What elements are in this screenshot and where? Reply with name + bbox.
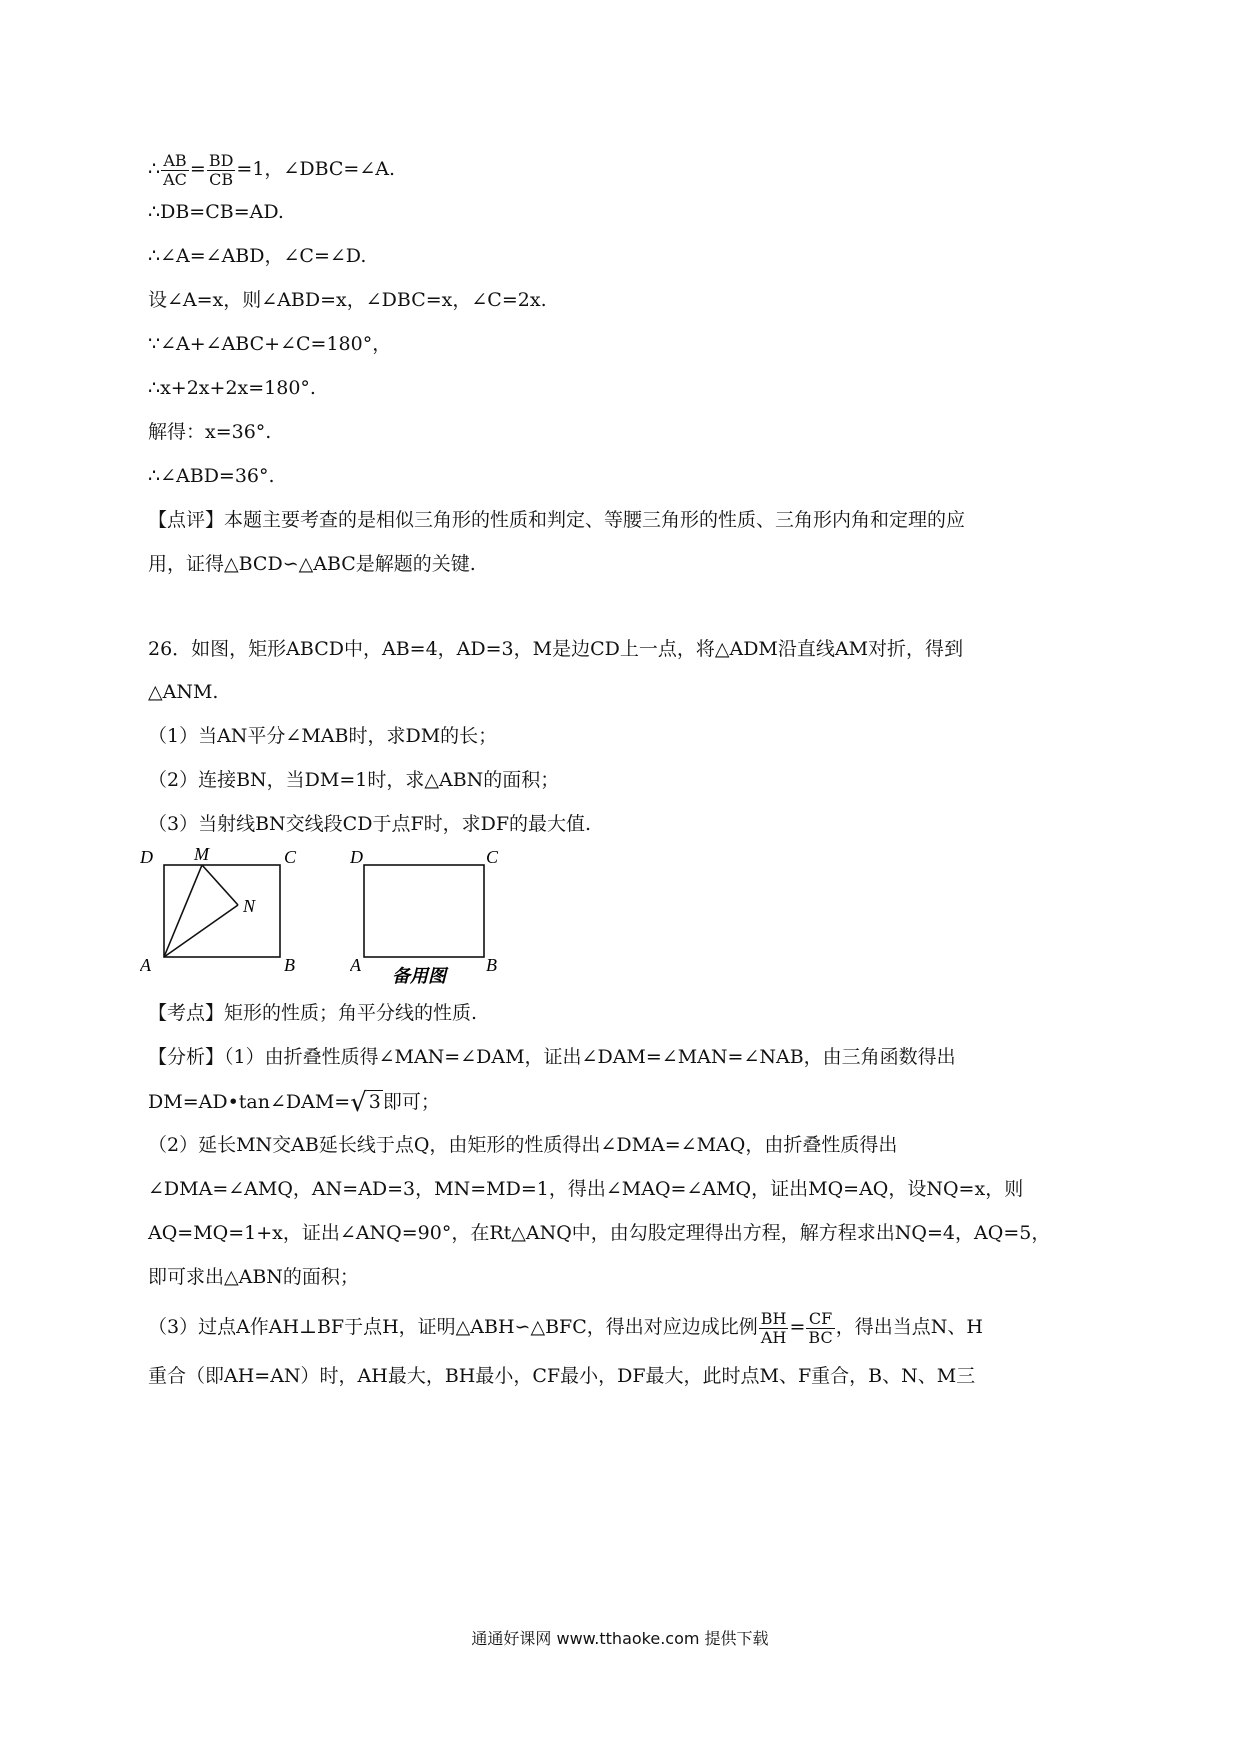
radicand: 3 [368, 1091, 381, 1113]
label-b: B [284, 955, 295, 975]
equals-sign: = [789, 1316, 806, 1339]
solution-line-4: 设∠A=x，则∠ABD=x，∠DBC=x，∠C=2x. [148, 289, 547, 311]
question-26-part-2: （2）连接BN，当DM=1时，求△ABN的面积； [148, 769, 560, 791]
analysis-line-1: 【分析】（1）由折叠性质得∠MAN=∠DAM，证出∠DAM=∠MAN=∠NAB，由三角函数得出 [148, 1046, 956, 1068]
analysis-line-3: （2）延长MN交AB延长线于点Q，由矩形的性质得出∠DMA=∠MAQ，由折叠性质得出 [148, 1134, 898, 1156]
solution-line-2: ∴DB=CB=AD. [148, 201, 284, 223]
analysis-line-6: 即可求出△ABN的面积； [148, 1266, 359, 1288]
rectangle-abcd-spare [364, 865, 484, 957]
label-d: D [140, 847, 153, 867]
solution-line-8: ∴∠ABD=36°. [148, 465, 275, 487]
comment-line-1: 【点评】本题主要考查的是相似三角形的性质和判定、等腰三角形的性质、三角形内角和定理的应 [148, 509, 966, 531]
label-m: M [194, 845, 209, 864]
segment-mn [202, 865, 238, 905]
solution-line-ratio [148, 152, 395, 188]
fraction-bd-cb [207, 152, 236, 188]
fraction-denominator: AH [760, 1327, 787, 1347]
label-c: C [486, 847, 499, 867]
comment-line-2: 用，证得△BCD∽△ABC是解题的关键. [148, 553, 476, 575]
fraction-numerator: CF [806, 1310, 834, 1329]
fraction-denominator: CB [209, 169, 234, 189]
analysis-line-2 [148, 1090, 440, 1116]
fraction-numerator: BD [208, 151, 234, 170]
fraction-denominator: AC [163, 169, 187, 189]
ratio-conclusion: =1，∠DBC=∠A. [236, 158, 396, 181]
figure-2-svg [350, 845, 550, 995]
fraction-denominator: BC [808, 1327, 833, 1347]
analysis-line-7-suffix: ，得出当点N、H [835, 1316, 983, 1339]
figure-1-svg [140, 845, 340, 995]
fraction-numerator: AB [161, 152, 189, 171]
tan-expression: DM=AD•tan∠DAM= [148, 1091, 351, 1113]
question-26-line-2: △ANM. [148, 681, 219, 703]
solution-line-5: ∵∠A+∠ABC+∠C=180°， [148, 333, 392, 355]
question-26-line-1: 26．如图，矩形ABCD中，AB=4，AD=3，M是边CD上一点，将△ADM沿直线AM对折，得到 [148, 638, 964, 660]
analysis-line-7-prefix: （3）过点A作AH⊥BF于点H，证明△ABH∽△BFC，得出对应边成比例 [148, 1316, 758, 1339]
fraction-ab-ac [161, 152, 189, 188]
sqrt-3 [350, 1090, 383, 1116]
solution-line-6: ∴x+2x+2x=180°. [148, 377, 316, 399]
analysis-line-2-suffix: 即可； [382, 1091, 440, 1113]
analysis-line-8: 重合（即AH=AN）时，AH最大，BH最小，CF最小，DF最大，此时点M、F重合，B、N、M三 [148, 1365, 976, 1387]
knowledge-point: 【考点】矩形的性质；角平分线的性质. [148, 1002, 478, 1024]
equals-sign: = [189, 158, 206, 181]
question-26-part-1: （1）当AN平分∠MAB时，求DM的长； [148, 725, 498, 747]
figure-spare-rectangle [350, 845, 550, 995]
therefore-symbol: ∴ [148, 158, 161, 181]
label-b: B [486, 955, 497, 975]
solution-line-7: 解得：x=36°. [148, 421, 272, 443]
question-26-part-3: （3）当射线BN交线段CD于点F时，求DF的最大值. [148, 813, 592, 835]
analysis-line-4: ∠DMA=∠AMQ，AN=AD=3，MN=MD=1，得出∠MAQ=∠AMQ，证出MQ=AQ，设NQ=x，则 [148, 1178, 1024, 1200]
label-a: A [140, 955, 151, 975]
label-d: D [350, 847, 363, 867]
page-footer: 通通好课网 www.tthaoke.com 提供下载 [471, 1629, 769, 1648]
figure-rectangle-folded [140, 845, 340, 995]
fraction-bh-ah [759, 1310, 789, 1346]
fraction-cf-bc [806, 1310, 834, 1346]
fraction-numerator: BH [760, 1309, 787, 1328]
label-a: A [350, 955, 361, 975]
label-n: N [243, 896, 256, 916]
analysis-line-5: AQ=MQ=1+x，证出∠ANQ=90°，在Rt△ANQ中，由勾股定理得出方程，解方程求出NQ=4，AQ=5， [148, 1222, 1051, 1244]
figure-caption: 备用图 [392, 966, 446, 986]
solution-line-3: ∴∠A=∠ABD，∠C=∠D. [148, 245, 367, 267]
radical-sign: √ [350, 1088, 367, 1118]
rectangle-abcd [164, 865, 280, 957]
analysis-line-7 [148, 1310, 983, 1346]
label-c: C [284, 847, 297, 867]
